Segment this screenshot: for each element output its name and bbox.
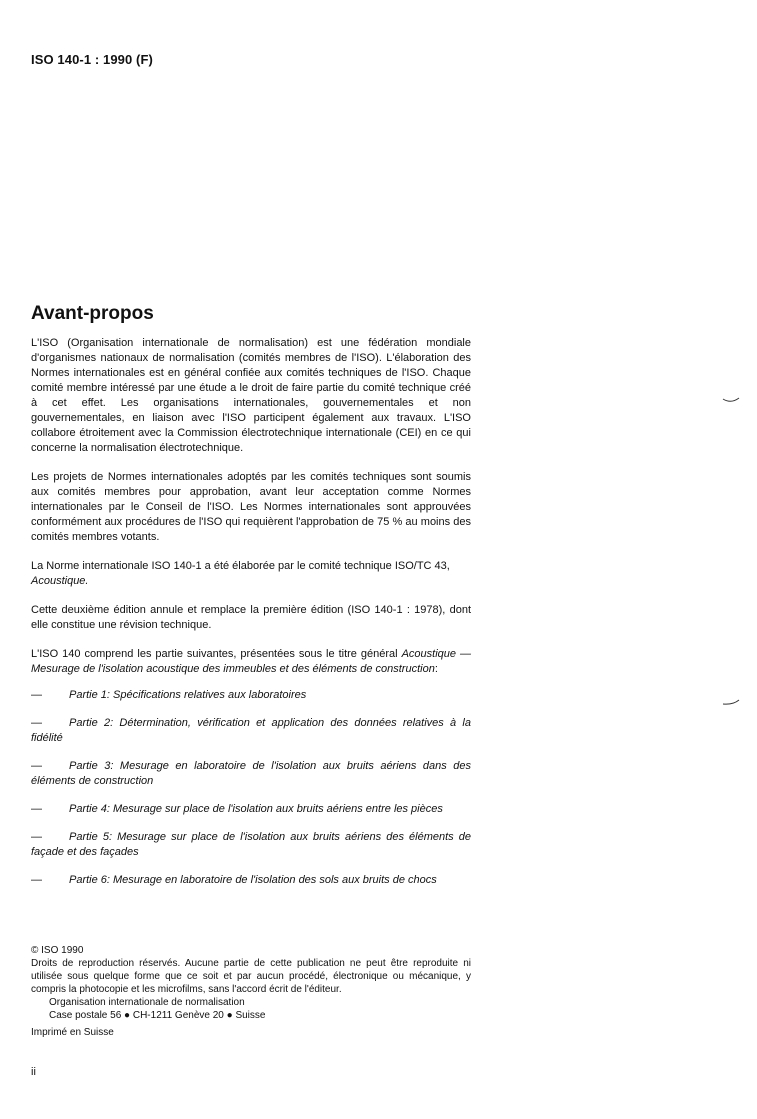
printed-in: Imprimé en Suisse: [31, 1027, 114, 1038]
list-item: [31, 716, 471, 746]
list-item: [31, 802, 471, 817]
list-dash: —: [31, 803, 42, 815]
list-dash: —: [31, 717, 42, 729]
revision-mark: [722, 396, 740, 404]
paragraph-approval: Les projets de Normes internationales adoptés par les comités techniques sont soumis aux comités membres pour approbation, avant leur acceptation comme Normes internationales par le Conseil de l'ISO. Les Normes internationales sont approuvées conformément aux procédures de l'ISO qui requièrent l'approbation de 75 % au moins des comités membres votants.: [31, 471, 471, 543]
parts-general-title: Acoustique — Mesurage de l'isolation acoustique des immeubles et des éléments de construction: [31, 648, 471, 675]
list-dash: —: [31, 760, 42, 772]
section-title: Avant-propos: [31, 303, 154, 324]
paragraph-technical-committee: [31, 559, 471, 589]
tc-text: La Norme internationale ISO 140-1 a été élaborée par le comité technique ISO/TC 43,: [31, 560, 450, 572]
paragraph-edition: Cette deuxième édition annule et remplace la première édition (ISO 140-1 : 1978), dont elle constitue une révision technique.: [31, 604, 471, 631]
copyright-block: [31, 944, 471, 1039]
copyright-line: © ISO 1990: [31, 945, 84, 956]
list-dash: —: [31, 831, 42, 843]
list-item: [31, 759, 471, 789]
list-dash: —: [31, 689, 42, 701]
publisher-name: Organisation internationale de normalisation: [49, 997, 245, 1008]
tc-committee-name: Acoustique.: [31, 575, 89, 587]
list-item: [31, 830, 471, 860]
list-item: [31, 688, 471, 703]
part-text: Partie 3: Mesurage en laboratoire de l'isolation aux bruits aériens dans des éléments de construction: [31, 760, 471, 787]
part-text: Partie 6: Mesurage en laboratoire de l'isolation des sols aux bruits de chocs: [69, 874, 437, 886]
part-text: Partie 5: Mesurage sur place de l'isolation aux bruits aériens des éléments de façade et des façades: [31, 831, 471, 858]
page-number: ii: [31, 1066, 36, 1078]
parts-list: [31, 688, 471, 888]
parts-intro-colon: :: [434, 663, 438, 675]
publisher-address: Case postale 56 ● CH-1211 Genève 20 ● Suisse: [49, 1010, 266, 1021]
part-text: Partie 2: Détermination, vérification et application des données relatives à la fidélité: [31, 717, 471, 744]
list-dash: —: [31, 874, 42, 886]
revision-mark: [722, 699, 740, 707]
paragraph-parts-intro: [31, 647, 471, 677]
list-item: [31, 873, 471, 888]
foreword-body: [31, 336, 471, 901]
part-text: Partie 4: Mesurage sur place de l'isolation aux bruits aériens entre les pièces: [69, 803, 443, 815]
copyright-rights: Droits de reproduction réservés. Aucune partie de cette publication ne peut être reproduite ni utilisée sous quelque forme que ce soit et par aucun procédé, électronique ou mécanique, y compris la photocopie et les microfilms, sans l'accord écrit de l'éditeur.: [31, 958, 471, 995]
parts-intro-text: L'ISO 140 comprend les partie suivantes, présentées sous le titre général: [31, 648, 398, 660]
part-text: Partie 1: Spécifications relatives aux laboratoires: [69, 689, 307, 701]
document-id-header: ISO 140-1 : 1990 (F): [31, 52, 153, 67]
paragraph-iso-intro: L'ISO (Organisation internationale de normalisation) est une fédération mondiale d'organismes nationaux de normalisation (comités membres de l'ISO). L'élaboration des Normes internationales est en général confiée aux comités techniques de l'ISO. Chaque comité membre intéressé par une étude a le droit de faire partie du comité technique créé à cet effet. Les organisations internationales, gouvernementales et non gouvernementales, en liaison avec l'ISO participent également aux travaux. L'ISO collabore étroitement avec la Commission électrotechnique internationale (CEI) en ce qui concerne la normalisation électrotechnique.: [31, 337, 471, 454]
